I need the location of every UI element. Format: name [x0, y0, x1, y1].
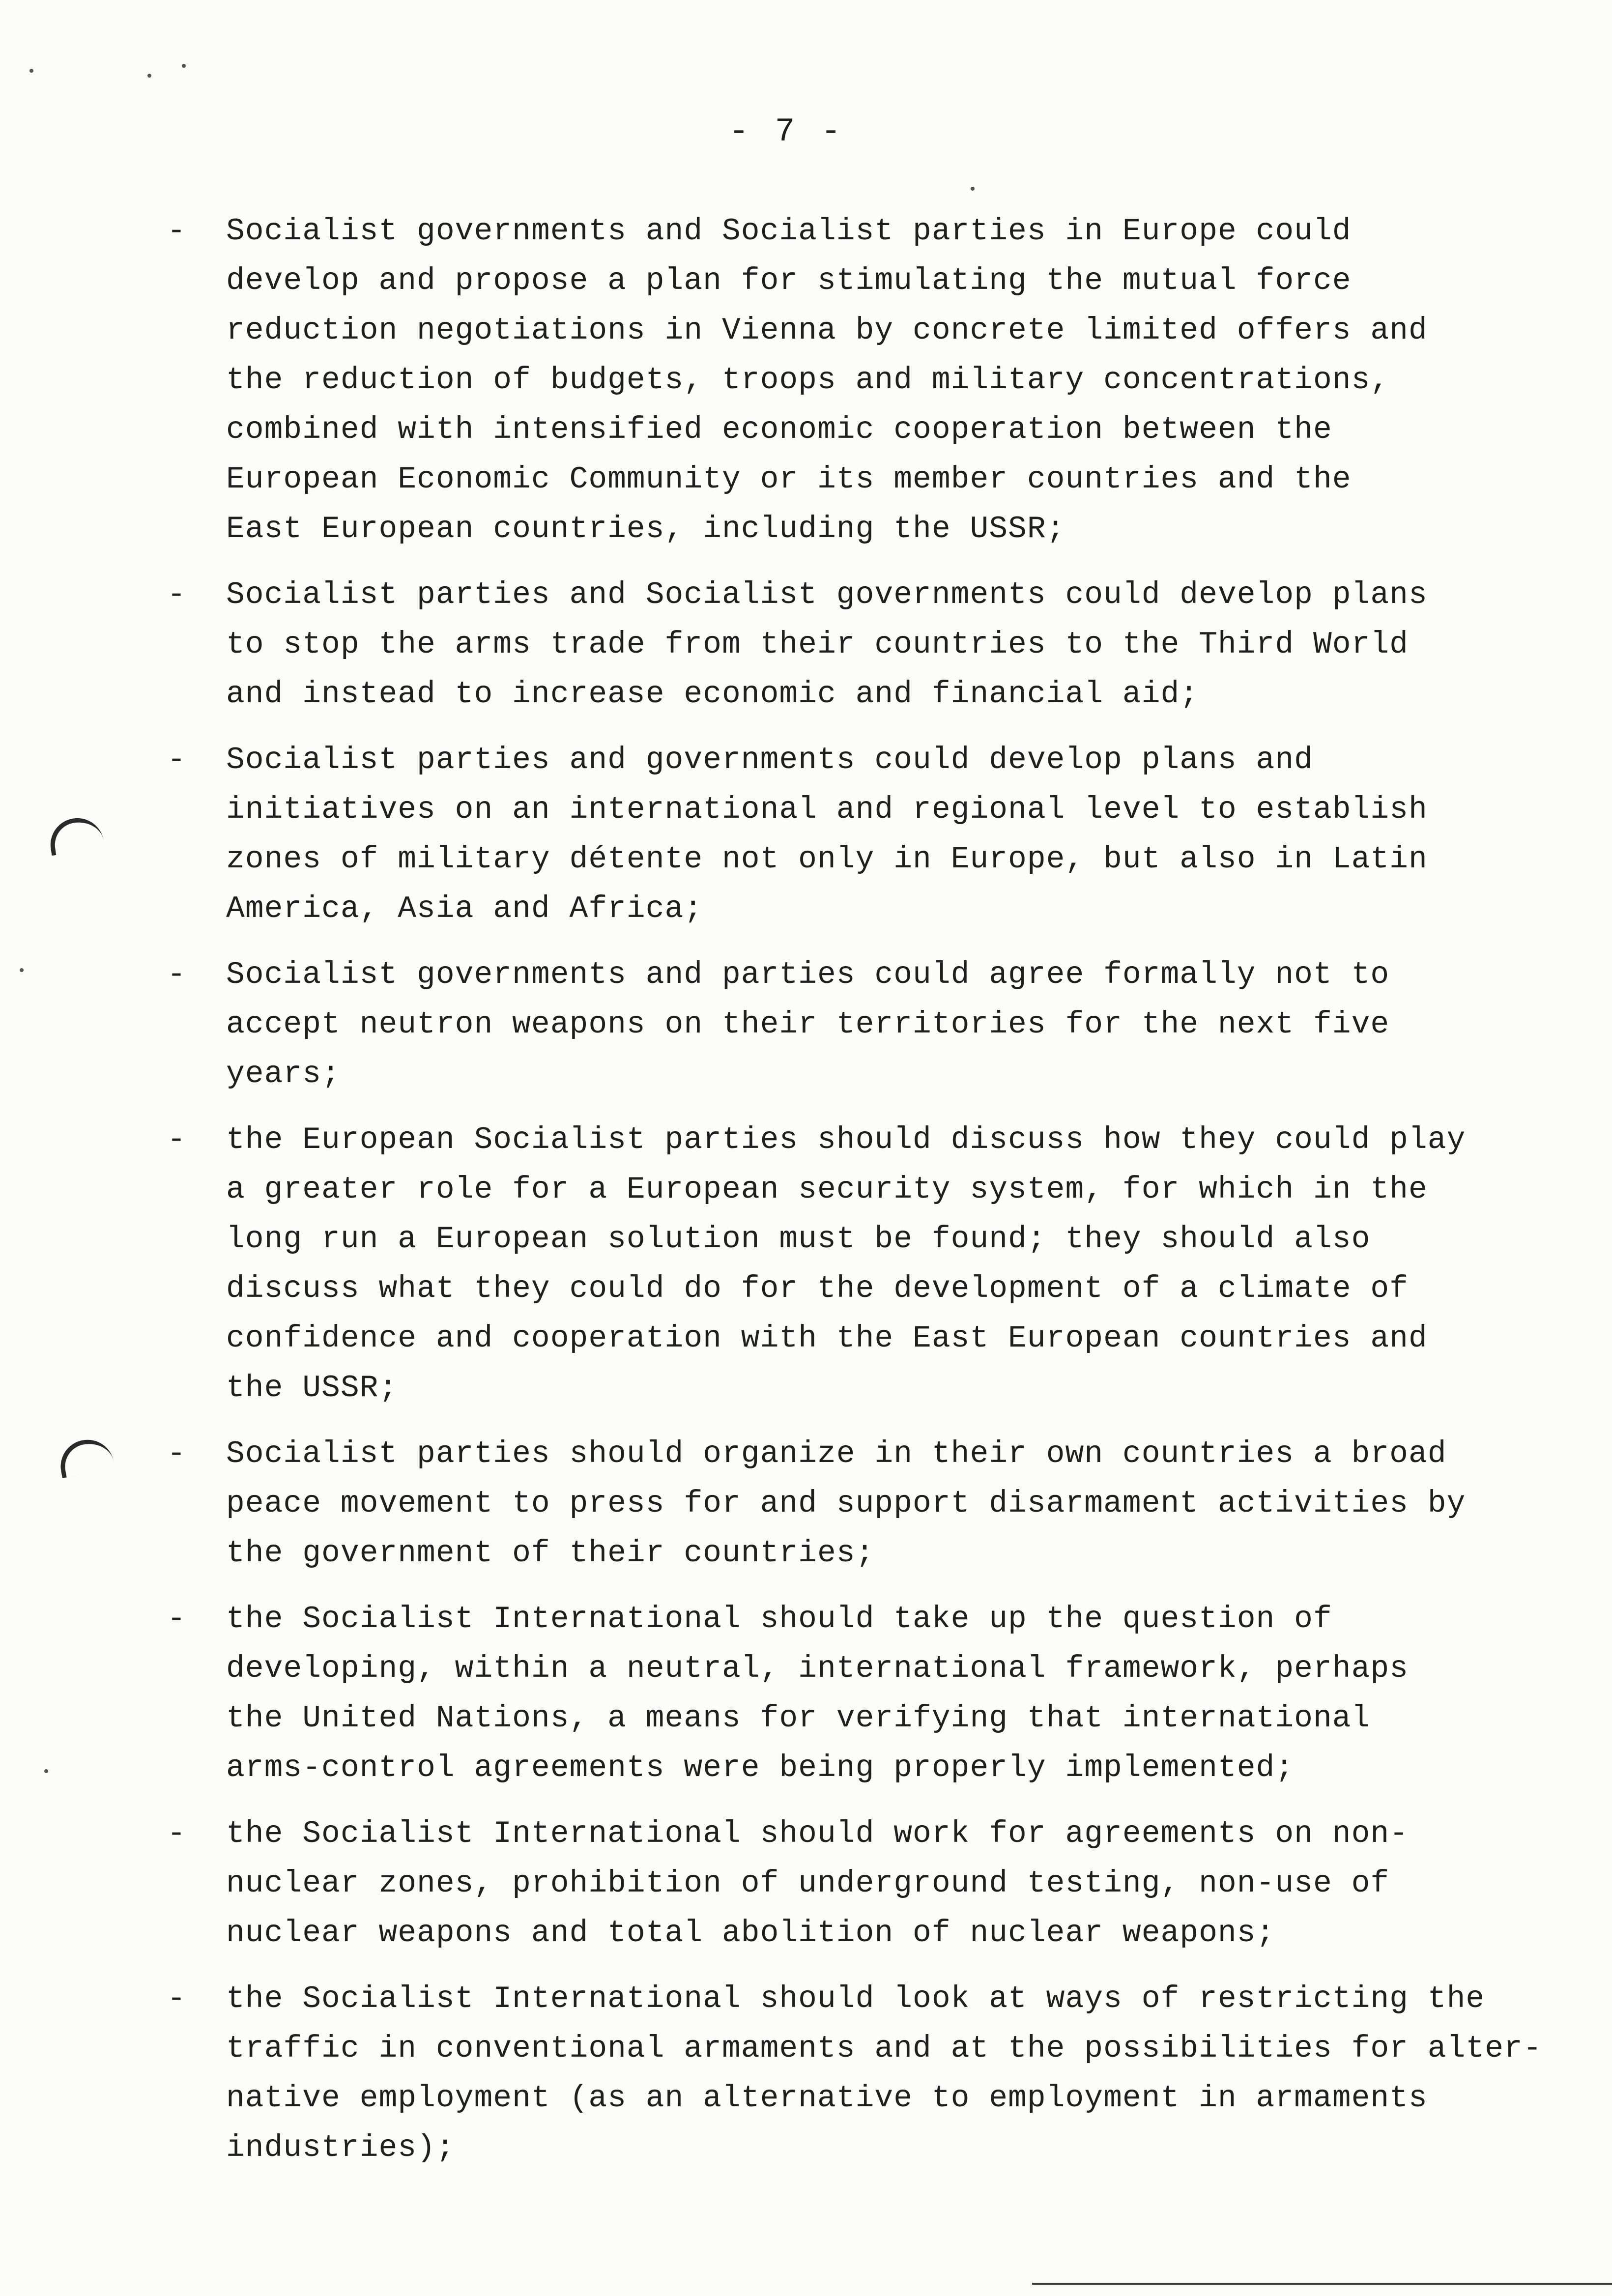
text-line: combined with intensified economic cooperation between the: [226, 412, 1332, 447]
bullet-dash: -: [167, 1981, 186, 2016]
text-line: zones of military détente not only in Europe, but also in Latin: [226, 842, 1428, 877]
text-line: Socialist governments and Socialist parties in Europe could: [226, 214, 1352, 249]
list-item: [162, 206, 1597, 554]
text-line: the USSR;: [226, 1371, 398, 1406]
text-line: industries);: [226, 2130, 455, 2165]
text-line: the Socialist International should look at ways of restricting the: [226, 1981, 1485, 2016]
text-line: Socialist parties should organize in their own countries a broad: [226, 1436, 1447, 1471]
proposal-list: [162, 206, 1597, 2189]
text-line: long run a European solution must be found; they should also: [226, 1222, 1371, 1257]
text-line: Socialist parties and Socialist governments could develop plans: [226, 577, 1428, 612]
list-item: [162, 570, 1597, 719]
text-line: the European Socialist parties should discuss how they could play: [226, 1122, 1466, 1157]
text-line: nuclear zones, prohibition of underground testing, non-use of: [226, 1866, 1390, 1901]
scan-speck: [971, 187, 975, 191]
list-item: [162, 735, 1597, 934]
text-line: Socialist parties and governments could develop plans and: [226, 743, 1313, 777]
bullet-dash: -: [167, 1122, 186, 1157]
text-line: confidence and cooperation with the East European countries and: [226, 1321, 1428, 1356]
page-number: - 7 -: [728, 113, 844, 151]
text-line: East European countries, including the USSR;: [226, 512, 1065, 546]
bullet-dash: -: [167, 577, 186, 612]
list-item: [162, 1974, 1597, 2173]
scan-speck: [182, 64, 186, 68]
text-line: European Economic Community or its member countries and the: [226, 462, 1352, 497]
text-line: arms-control agreements were being properly implemented;: [226, 1751, 1295, 1785]
text-line: the reduction of budgets, troops and military concentrations,: [226, 363, 1390, 398]
bullet-dash: -: [167, 1436, 186, 1471]
text-line: discuss what they could do for the development of a climate of: [226, 1271, 1409, 1306]
text-line: the Socialist International should work for agreements on non-: [226, 1816, 1409, 1851]
scan-speck: [29, 69, 33, 73]
binder-hole-mark: [47, 815, 105, 856]
text-line: America, Asia and Africa;: [226, 891, 703, 926]
bullet-dash: -: [167, 743, 186, 777]
list-item: [162, 1115, 1597, 1413]
list-item: [162, 1594, 1597, 1793]
scan-speck: [44, 1769, 48, 1773]
list-item: [162, 1429, 1597, 1578]
text-line: traffic in conventional armaments and at the possibilities for alter-: [226, 2031, 1542, 2066]
text-line: years;: [226, 1057, 341, 1091]
text-line: to stop the arms trade from their countries to the Third World: [226, 627, 1409, 662]
text-line: initiatives on an international and regional level to establish: [226, 792, 1428, 827]
bullet-dash: -: [167, 957, 186, 992]
text-line: reduction negotiations in Vienna by concrete limited offers and: [226, 313, 1428, 348]
text-line: and instead to increase economic and financial aid;: [226, 677, 1199, 712]
bullet-dash: -: [167, 214, 186, 249]
list-item: [162, 1809, 1597, 1958]
scan-speck: [20, 968, 24, 972]
text-line: native employment (as an alternative to employment in armaments: [226, 2081, 1428, 2116]
bullet-dash: -: [167, 1602, 186, 1636]
text-line: the Socialist International should take up the question of: [226, 1602, 1332, 1636]
bottom-rule: [1032, 2283, 1612, 2285]
bullet-dash: -: [167, 1816, 186, 1851]
text-line: the government of their countries;: [226, 1536, 875, 1571]
text-line: developing, within a neutral, international framework, perhaps: [226, 1651, 1409, 1686]
text-line: develop and propose a plan for stimulating the mutual force: [226, 263, 1352, 298]
text-line: peace movement to press for and support disarmament activities by: [226, 1486, 1466, 1521]
scan-speck: [147, 74, 151, 78]
text-line: a greater role for a European security system, for which in the: [226, 1172, 1428, 1207]
list-item: [162, 950, 1597, 1099]
text-line: accept neutron weapons on their territories for the next five: [226, 1007, 1390, 1042]
binder-hole-mark: [57, 1435, 115, 1478]
text-line: nuclear weapons and total abolition of nuclear weapons;: [226, 1916, 1275, 1951]
text-line: Socialist governments and parties could agree formally not to: [226, 957, 1390, 992]
text-line: the United Nations, a means for verifying that international: [226, 1701, 1371, 1736]
